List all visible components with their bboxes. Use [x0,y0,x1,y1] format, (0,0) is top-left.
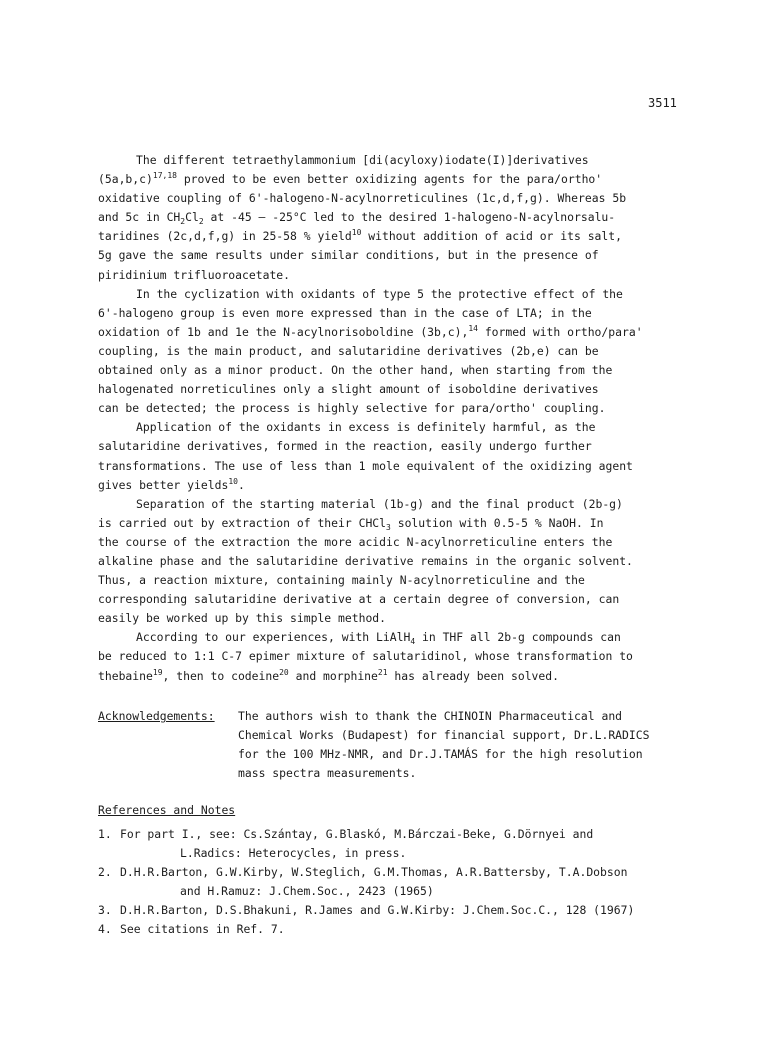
text-fragment: gives better yields [98,477,229,492]
reference-number: 4. [98,922,112,936]
paragraph-excess-oxidants [98,418,690,494]
text-fragment: is carried out by extraction of their CHCl [98,515,387,530]
citation: 21 [377,667,388,677]
text-fragment: at -45 — -25°C led to the desired 1-halogeno-N-acylnorsalu- [203,210,616,225]
citation: 10 [228,476,238,486]
paragraph-reduction [98,628,690,685]
text-line: Application of the oxidants in excess is definitely harmful, as the [136,420,596,435]
text-line: obtained only as a minor product. On the other hand, when starting from the [98,363,613,378]
acknowledgements-heading: Acknowledgements: [98,709,215,723]
text-line: halogenated norreticulines only a slight amount of isoboldine derivatives [98,382,599,397]
text-line [98,227,690,246]
text-fragment: . [237,477,245,492]
text-line: Thus, a reaction mixture, containing mainly N-acylnorreticuline and the [98,573,585,588]
text-fragment: oxidation of 1b and 1e the N-acylnorisoboldine (3b,c), [98,324,469,339]
reference-text-cont: and H.Ramuz: J.Chem.Soc., 2423 (1965) [180,884,434,898]
text-line [98,323,690,342]
text-line: salutaridine derivatives, formed in the reaction, easily undergo further [98,439,592,454]
citation: 17,18 [152,171,177,181]
paragraph-separation [98,495,690,629]
text-fragment: in THF all 2b-g compounds can [415,630,621,645]
text-line: oxidative coupling of 6'-halogeno-N-acylnorreticulines (1c,d,f,g). Whereas 5b [98,191,627,206]
text-line: for the 100 MHz-NMR, and Dr.J.TAMÁS for the high resolution [238,747,643,761]
paragraph-oxidizing-agents-cont [98,189,690,284]
citation: 14 [468,323,478,333]
references-section [98,801,698,939]
citation: 20 [279,667,289,677]
text-line: can be detected; the process is highly selective for para/ortho' coupling. [98,401,606,416]
reference-number: 1. [98,827,112,841]
text-line [98,667,690,686]
text-fragment: , then to codeine [162,668,280,683]
subscript: 2 [198,217,204,227]
text-line: proved to be even better oxidizing agents for the para/ortho' [176,172,603,187]
reference-item [98,901,698,920]
text-line: The authors wish to thank the CHINOIN Pharmaceutical and [238,709,623,723]
text-line: piridinium trifluoroacetate. [98,267,291,282]
reference-text-cont: L.Radics: Heterocycles, in press. [180,846,407,860]
acknowledgements-text [238,707,698,783]
text-line: the course of the extraction the more acidic N-acylnorreticuline enters the [98,534,613,549]
citation: 19 [152,667,163,677]
text-line: transformations. The use of less than 1 mole equivalent of the oxidizing agent [98,458,633,473]
text-line: alkaline phase and the salutaridine derivative remains in the organic solvent. [98,553,633,568]
reference-text: D.H.R.Barton, G.W.Kirby, W.Steglich, G.M.Thomas, A.R.Battersby, T.A.Dobson [120,865,628,879]
reference-text: See citations in Ref. 7. [120,922,285,936]
subscript: 2 [180,217,186,227]
text-line: mass spectra measurements. [238,766,417,780]
reference-item [98,863,698,901]
text-fragment: Cl [185,210,199,225]
text-line: Chemical Works (Budapest) for financial support, Dr.L.RADICS [238,728,650,742]
reference-text: D.H.R.Barton, D.S.Bhakuni, R.James and G.W.Kirby: J.Chem.Soc.C., 128 (1967) [120,903,635,917]
page-number: 3511 [648,96,677,110]
text-fragment: and morphine [288,668,378,683]
reference-text: For part I., see: Cs.Szántay, G.Blaskó, M.Bárczai-Beke, G.Dörnyei and [120,827,594,841]
text-line [98,628,690,647]
text-fragment: without addition of acid or its salt, [361,229,622,244]
text-line [98,514,690,533]
references-heading: References and Notes [98,803,236,817]
citation: 10 [351,228,362,238]
text-line: corresponding salutaridine derivative at a certain degree of conversion, can [98,592,620,607]
text-line: easily be worked up by this simple method. [98,611,387,626]
reference-item [98,825,698,863]
text-line: (5a,b,c) [98,172,153,187]
text-line [98,476,690,495]
reference-number: 2. [98,865,112,879]
text-line: 5g gave the same results under similar conditions, but in the presence of [98,248,599,263]
text-fragment: formed with ortho/para' [477,324,643,339]
text-fragment: and 5c in CH [98,210,181,225]
text-fragment: taridines (2c,d,f,g) in 25-58 % yield [98,229,352,244]
text-fragment: solution with 0.5-5 % NaOH. In [390,515,604,530]
reference-number: 3. [98,903,112,917]
text-line: 6'-halogeno group is even more expressed than in the case of LTA; in the [98,305,592,320]
text-fragment: thebaine [98,668,153,683]
text-line: be reduced to 1:1 C-7 epimer mixture of salutaridinol, whose transformation to [98,649,633,664]
text-line: In the cyclization with oxidants of type 5 the protective effect of the [136,286,623,301]
paragraph-oxidizing-agents [98,151,690,189]
reference-item [98,920,698,939]
text-fragment: has already been solved. [387,668,559,683]
article-body [98,151,690,686]
text-line: The different tetraethylammonium [di(acyloxy)iodate(I)]derivatives [136,153,589,167]
text-line: Separation of the starting material (1b-g) and the final product (2b-g) [136,496,623,511]
text-line [98,208,690,227]
text-line: coupling, is the main product, and salutaridine derivatives (2b,e) can be [98,343,599,358]
paragraph-cyclization [98,285,690,419]
subscript: 4 [410,637,416,647]
subscript: 3 [386,522,391,532]
text-fragment: According to our experiences, with LiAlH [136,630,411,645]
